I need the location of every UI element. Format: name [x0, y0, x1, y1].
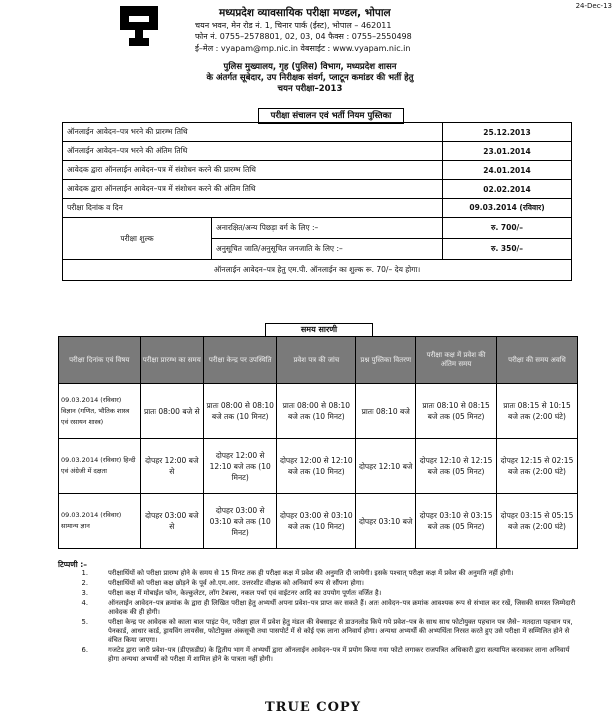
org-header: [195, 8, 515, 54]
column-header: परीक्षा दिनांक एवं विषय: [59, 337, 141, 384]
note-number: 2.: [81, 579, 88, 587]
schedule-cell: दोपहर 12:10 बजे: [356, 439, 416, 494]
note-text: परीक्षार्थियों को परीक्षा प्रारम्भ होने के समय से 15 मिनट तक ही परीक्षा कक्ष में प्रवेश की अनुमति दी जायेगी। इसके पश्चात् परीक्षा कक्ष में प्रवेश की अनुमति नहीं होगी।: [108, 569, 514, 577]
note-item: [58, 646, 578, 664]
booklet-title: परीक्षा संचालन एवं भर्ती नियम पुस्तिका: [258, 108, 404, 124]
org-address: चयन भवन, मेन रोड नं. 1, चिनार पार्क (ईस्ट), भोपाल – 462011: [195, 20, 392, 30]
fee-amount: रु. 350/–: [443, 239, 572, 260]
column-header: परीक्षा प्रारम्भ का समय: [140, 337, 204, 384]
header-date: 24-Dec-13: [575, 2, 612, 10]
schedule-cell: दोपहर 12:15 से 02:15 बजे तक (2:00 घंटे): [497, 439, 578, 494]
note-item: [58, 589, 578, 598]
schedule-cell: दोपहर 03:10 से 03:15 बजे तक (05 मिनट): [416, 494, 497, 549]
note-text: परीक्षार्थियों को परीक्षा कक्ष छोड़ने के पूर्व ओ.एम.आर. उत्तरशीट वीक्षक को अनिवार्य रूप से सौंपना होगा।: [108, 579, 364, 587]
schedule-cell: दोपहर 03:00 से 03:10 बजे तक (10 मिनट): [204, 494, 277, 549]
column-header: परीक्षा की समय अवधि: [497, 337, 578, 384]
note-item: [58, 569, 578, 578]
column-header: प्रवेश पत्र की जांच: [277, 337, 356, 384]
schedule-cell: प्रातः 08:10 बजे: [356, 384, 416, 439]
table-row: [63, 180, 572, 199]
date-label: आवेदक द्वारा ऑनलाईन आवेदन–पत्र में संशोधन करने की प्रारम्भ तिथि: [63, 161, 443, 180]
schedule-cell: दोपहर 03:15 से 05:15 बजे तक (2:00 घंटे): [497, 494, 578, 549]
date-label: ऑनलाईन आवेदन–पत्र भरने की प्रारम्भ तिथि: [63, 123, 443, 142]
column-header: परीक्षा केन्द्र पर उपस्थिति: [204, 337, 277, 384]
column-header: परीक्षा कक्ष में प्रवेश की अंतिम समय: [416, 337, 497, 384]
vyapam-logo: [120, 6, 158, 46]
table-row: [59, 439, 578, 494]
schedule-cell: दोपहर 12:00 से 12:10 बजे तक (10 मिनट): [277, 439, 356, 494]
org-email-web: ई–मेल : vyapam@mp.nic.in वेबसाईट : www.vyapam.nic.in: [195, 43, 411, 53]
table-row: [63, 123, 572, 142]
exam-title-line2: के अंतर्गत सूबेदार, उप निरीक्षक संवर्ग, प्लाटून कमांडर की भर्ती हेतु: [206, 73, 414, 83]
fee-category: अनारक्षित/अन्य पिछड़ा वर्ग के लिए :–: [212, 218, 443, 239]
schedule-cell: प्रातः 08:00 बजे से: [140, 384, 204, 439]
date-label: परीक्षा दिनांक व दिन: [63, 199, 443, 218]
schedule-cell: दोपहर 03:00 से 03:10 बजे तक (10 मिनट): [277, 494, 356, 549]
table-header-row: [59, 337, 578, 384]
date-value: 09.03.2014 (रविवार): [443, 199, 572, 218]
schedule-title: समय सारणी: [265, 323, 373, 337]
date-value: 25.12.2013: [443, 123, 572, 142]
schedule-cell: 09.03.2014 (रविवार) हिन्दी एवं अंग्रेजी में दक्षता: [59, 439, 141, 494]
schedule-cell: प्रातः 08:15 से 10:15 बजे तक (2:00 घंटे): [497, 384, 578, 439]
note-number: 1.: [81, 569, 88, 577]
schedule-cell: दोपहर 03:10 बजे: [356, 494, 416, 549]
exam-title: [150, 62, 470, 95]
note-number: 5.: [81, 618, 88, 626]
org-name: मध्यप्रदेश व्यावसायिक परीक्षा मण्डल, भोपाल: [219, 7, 391, 19]
exam-title-line1: पुलिस मुख्यालय, गृह (पुलिस) विभाग, मध्यप्रदेश शासन: [223, 62, 397, 72]
dates-table: [62, 122, 572, 281]
table-row: [59, 384, 578, 439]
note-number: 6.: [81, 646, 88, 654]
notes-section: [58, 560, 578, 665]
date-label: ऑनलाईन आवेदन–पत्र भरने की अंतिम तिथि: [63, 142, 443, 161]
table-row: [63, 218, 572, 239]
table-row: [59, 494, 578, 549]
schedule-cell: 09.03.2014 (रविवार) विज्ञान (गणित, भौतिक शास्त्र एवं रसायन शास्त्र): [59, 384, 141, 439]
fee-label: परीक्षा शुल्क: [63, 218, 212, 260]
schedule-cell: प्रातः 08:00 से 08:10 बजे तक (10 मिनट): [204, 384, 277, 439]
schedule-cell: दोपहर 12:00 बजे से: [140, 439, 204, 494]
note-item: [58, 599, 578, 617]
schedule-cell: दोपहर 12:00 से 12:10 बजे तक (10 मिनट): [204, 439, 277, 494]
note-text: परीक्षा कक्ष में मोबाईल फोन, केल्कुलेटर, लॉग टेबल्स, नकल पर्चा एवं वाईटनर आदि का उपयोग पूर्णतः वर्जित है।: [108, 589, 382, 597]
fee-note: ऑनलाईन आवेदन–पत्र हेतु एम.पी. ऑनलाईन का शुल्क रू. 70/– देय होगा।: [63, 260, 572, 281]
note-text: ऑनलाईन आवेदन–पत्र क्रमांक के द्वारा ही लिखित परीक्षा हेतु अभ्यर्थी अपना प्रवेश–पत्र प्राप्त कर सकते हैं। अतः आवेदन–पत्र क्रमांक आवश्यक रूप से संभाल कर रखें, जिसकी समस्त जिम्मेदारी आवेदक की ही होगी।: [108, 599, 576, 616]
note-number: 3.: [81, 589, 88, 597]
schedule-cell: प्रातः 08:00 से 08:10 बजे तक (10 मिनट): [277, 384, 356, 439]
note-text: परीक्षा केन्द्र पर आवेदक को काला बाल पाइंट पेन, परीक्षा हाल में प्रवेश हेतु मंडल की वेबसाइट से डाउनलोड किये गये प्रवेश–पत्र के साथ साथ फोटोयुक्त पहचान पत्र जैसे– मतदाता पहचान पत्र, पेनकार्ड, आधार कार्ड, ड्रायविंग लायसेंस, फोटोयुक्त अंकसूची तथा पासपोर्ट में से कोई एक लाना अनिवार्य होगा। अन्यथा अभ्यर्थी की अभ्यर्थिता निरस्त करते हुए उसे परीक्षा में सम्मिलित होने से वंचित किया जाएगा।: [108, 618, 573, 644]
schedule-cell: 09.03.2014 (रविवार) सामान्य ज्ञान: [59, 494, 141, 549]
org-phone: फोन नं. 0755–2578801, 02, 03, 04 फैक्स : 0755–2550498: [195, 32, 412, 41]
schedule-cell: प्रातः 08:10 से 08:15 बजे तक (05 मिनट): [416, 384, 497, 439]
fee-amount: रु. 700/–: [443, 218, 572, 239]
true-copy-stamp: TRUE COPY: [265, 700, 361, 715]
table-row: [63, 142, 572, 161]
column-header: प्रश्न पुस्तिका वितरण: [356, 337, 416, 384]
schedule-cell: दोपहर 03:00 बजे से: [140, 494, 204, 549]
schedule-table: [58, 336, 578, 549]
note-text: गजटेड द्वारा जारी प्रवेश–पत्र (डीएफ़डीप्र) के द्वितीय भाग में अभ्यर्थी द्वारा ऑनलाईन आवेदन–पत्र में प्रयोग किया गया फोटो लगाकर राजपत्रित अधिकारी द्वारा सत्यापित करवाकर लाना अनिवार्य होगा अन्यथा अभ्यर्थी को परीक्षा में शामिल होने के पात्रता नहीं होगी।: [108, 646, 570, 663]
note-number: 4.: [81, 599, 88, 607]
fee-category: अनुसूचित जाति/अनुसूचित जनजाति के लिए :–: [212, 239, 443, 260]
date-value: 24.01.2014: [443, 161, 572, 180]
schedule-cell: दोपहर 12:10 से 12:15 बजे तक (05 मिनट): [416, 439, 497, 494]
table-row: [63, 199, 572, 218]
note-item: [58, 618, 578, 645]
table-row: [63, 260, 572, 281]
table-row: [63, 161, 572, 180]
exam-title-line3: चयन परीक्षा–2013: [277, 84, 343, 94]
date-value: 02.02.2014: [443, 180, 572, 199]
note-item: [58, 579, 578, 588]
date-value: 23.01.2014: [443, 142, 572, 161]
date-label: आवेदक द्वारा ऑनलाईन आवेदन–पत्र में संशोधन करने की अंतिम तिथि: [63, 180, 443, 199]
notes-heading: टिप्पणी :–: [58, 560, 88, 569]
